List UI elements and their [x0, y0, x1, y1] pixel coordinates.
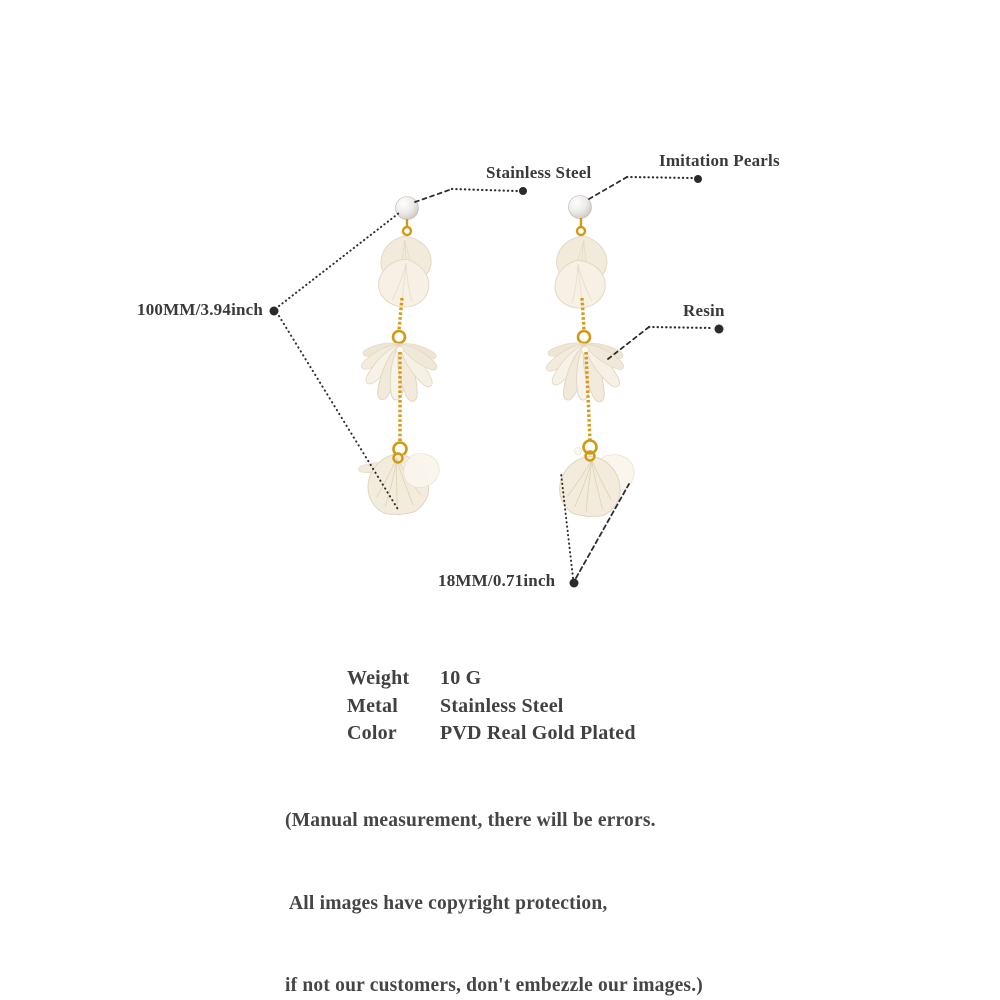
spec-row-color [347, 720, 636, 748]
disclaimer-line: All images have copyright protection, [285, 892, 608, 914]
spec-value: 10 G [440, 667, 482, 689]
drop-width-label: 18MM/0.71inch [438, 571, 556, 590]
left-pearl [396, 197, 419, 220]
disclaimer-line: if not our customers, don't embezzle our images.) [285, 975, 703, 996]
spec-value: PVD Real Gold Plated [440, 722, 636, 744]
spec-list [347, 665, 636, 748]
resin-label: Resin [683, 301, 725, 320]
spec-value: Stainless Steel [440, 694, 564, 717]
disclaimer-line: (Manual measurement, there will be errors. [285, 810, 656, 831]
spec-row-weight [347, 665, 636, 693]
stainless-steel-label: Stainless Steel [486, 163, 592, 182]
right-pearl [569, 196, 592, 219]
left-earring [358, 197, 445, 517]
imitation-pearls-label: Imitation Pearls [659, 151, 780, 170]
leader-lines [270, 175, 724, 588]
right-earring [544, 196, 641, 520]
imitation-pearls-leader [589, 175, 702, 199]
spec-label: Color [347, 722, 397, 744]
spec-row-metal [347, 693, 636, 721]
disclaimer-text [285, 752, 703, 1000]
spec-label: Metal [347, 694, 398, 717]
total-length-label: 100MM/3.94inch [137, 300, 264, 319]
spec-label: Weight [347, 667, 410, 689]
stainless-steel-leader [415, 187, 527, 202]
resin-leader [608, 325, 724, 360]
